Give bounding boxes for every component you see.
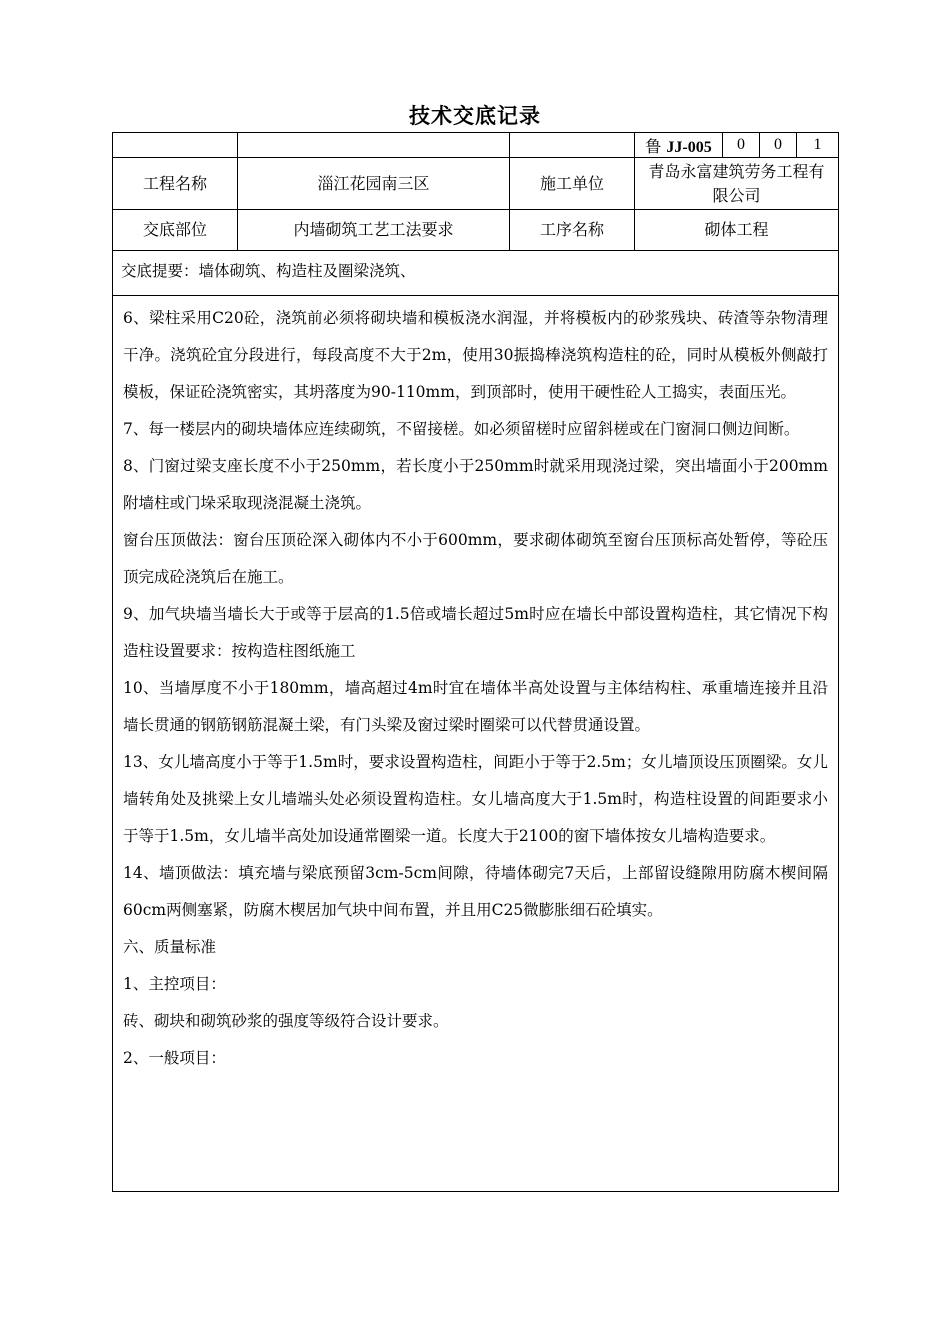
location-row <box>113 210 839 251</box>
paragraph-item-7: 7、每一楼层内的砌块墙体应连续砌筑，不留接槎。如必须留槎时应留斜槎或在门窗洞口侧边间断。 <box>123 420 800 438</box>
document-code: JJ-005 <box>666 138 712 156</box>
document-code-cell <box>635 133 723 158</box>
location-label: 交底部位 <box>113 210 238 251</box>
project-name-value: 淄江花园南三区 <box>238 158 510 210</box>
contractor-value: 青岛永富建筑劳务工程有限公司 <box>635 158 839 210</box>
paragraph-windowsill: 窗台压顶做法：窗台压顶砼深入砌体内不小于600mm，要求砌体砌筑至窗台压顶标高处暂停，等砼压顶完成砼浇筑后在施工。 <box>123 531 828 586</box>
page-title: 技术交底记录 <box>409 104 541 128</box>
code-prefix: 鲁 <box>645 136 662 156</box>
project-name-label: 工程名称 <box>113 158 238 210</box>
project-row <box>113 158 839 210</box>
process-value: 砌体工程 <box>635 210 839 251</box>
paragraph-item-8: 8、门窗过梁支座长度不小于250mm，若长度小于250mm时就采用现浇过梁，突出墙面小于200mm附墙柱或门垛采取现浇混凝土浇筑。 <box>123 457 828 512</box>
blank-cell <box>510 133 635 158</box>
serial-digit-3: 1 <box>797 133 839 158</box>
disclosure-content <box>113 296 839 1192</box>
disclosure-summary: 交底提要：墙体砌筑、构造柱及圈梁浇筑、 <box>113 251 839 296</box>
blank-cell <box>238 133 510 158</box>
paragraph-item-10: 10、当墙厚度不小于180mm，墙高超过4m时宜在墙体半高处设置与主体结构柱、承重墙连接并且沿墙长贯通的钢筋钢筋混凝土梁，有门头梁及窗过梁时圈梁可以代替贯通设置。 <box>123 679 828 734</box>
paragraph-main-items: 1、主控项目： <box>123 975 226 993</box>
serial-digit-1: 0 <box>723 133 760 158</box>
paragraph-item-6: 6、梁柱采用C20砼，浇筑前必须将砌块墙和模板浇水润湿，并将模板内的砂浆残块、砖渣等杂物清理干净。浇筑砼宜分段进行，每段高度不大于2m，使用30振捣棒浇筑构造柱的砼，同时从模板外侧敲打模板，保证砼浇筑密实，其坍落度为90-110mm，到顶部时，使用干硬性砼人工捣实，表面压光。 <box>123 309 828 401</box>
paragraph-item-14: 14、墙顶做法：填充墙与梁底预留3cm-5cm间隙，待墙体砌完7天后，上部留设缝隙用防腐木楔间隔60cm两侧塞紧，防腐木楔居加气块中间布置，并且用C25微膨胀细石砼填实。 <box>123 864 828 919</box>
process-label: 工序名称 <box>510 210 635 251</box>
code-row <box>113 133 839 158</box>
disclosure-form-table <box>112 132 839 1192</box>
paragraph-item-13: 13、女儿墙高度小于等于1.5m时，要求设置构造柱，间距小于等于2.5m；女儿墙顶设压顶圈梁。女儿墙转角处及挑梁上女儿墙端头处必须设置构造柱。女儿墙高度大于1.5m时，构造柱设置的间距要求小于等于1.5m，女儿墙半高处加设通常圈梁一道。长度大于2100的窗下墙体按女儿墙构造要求。 <box>123 753 828 845</box>
content-row <box>113 296 839 1192</box>
paragraph-strength: 砖、砌块和砌筑砂浆的强度等级符合设计要求。 <box>123 1012 449 1030</box>
blank-cell <box>113 133 238 158</box>
section-heading-quality: 六、质量标准 <box>123 938 217 956</box>
contractor-label: 施工单位 <box>510 158 635 210</box>
paragraph-general-items: 2、一般项目： <box>123 1049 226 1067</box>
location-value: 内墙砌筑工艺工法要求 <box>238 210 510 251</box>
summary-row <box>113 251 839 296</box>
paragraph-item-9: 9、加气块墙当墙长大于或等于层高的1.5倍或墙长超过5m时应在墙长中部设置构造柱，其它情况下构造柱设置要求：按构造柱图纸施工 <box>123 605 828 660</box>
serial-digit-2: 0 <box>760 133 797 158</box>
